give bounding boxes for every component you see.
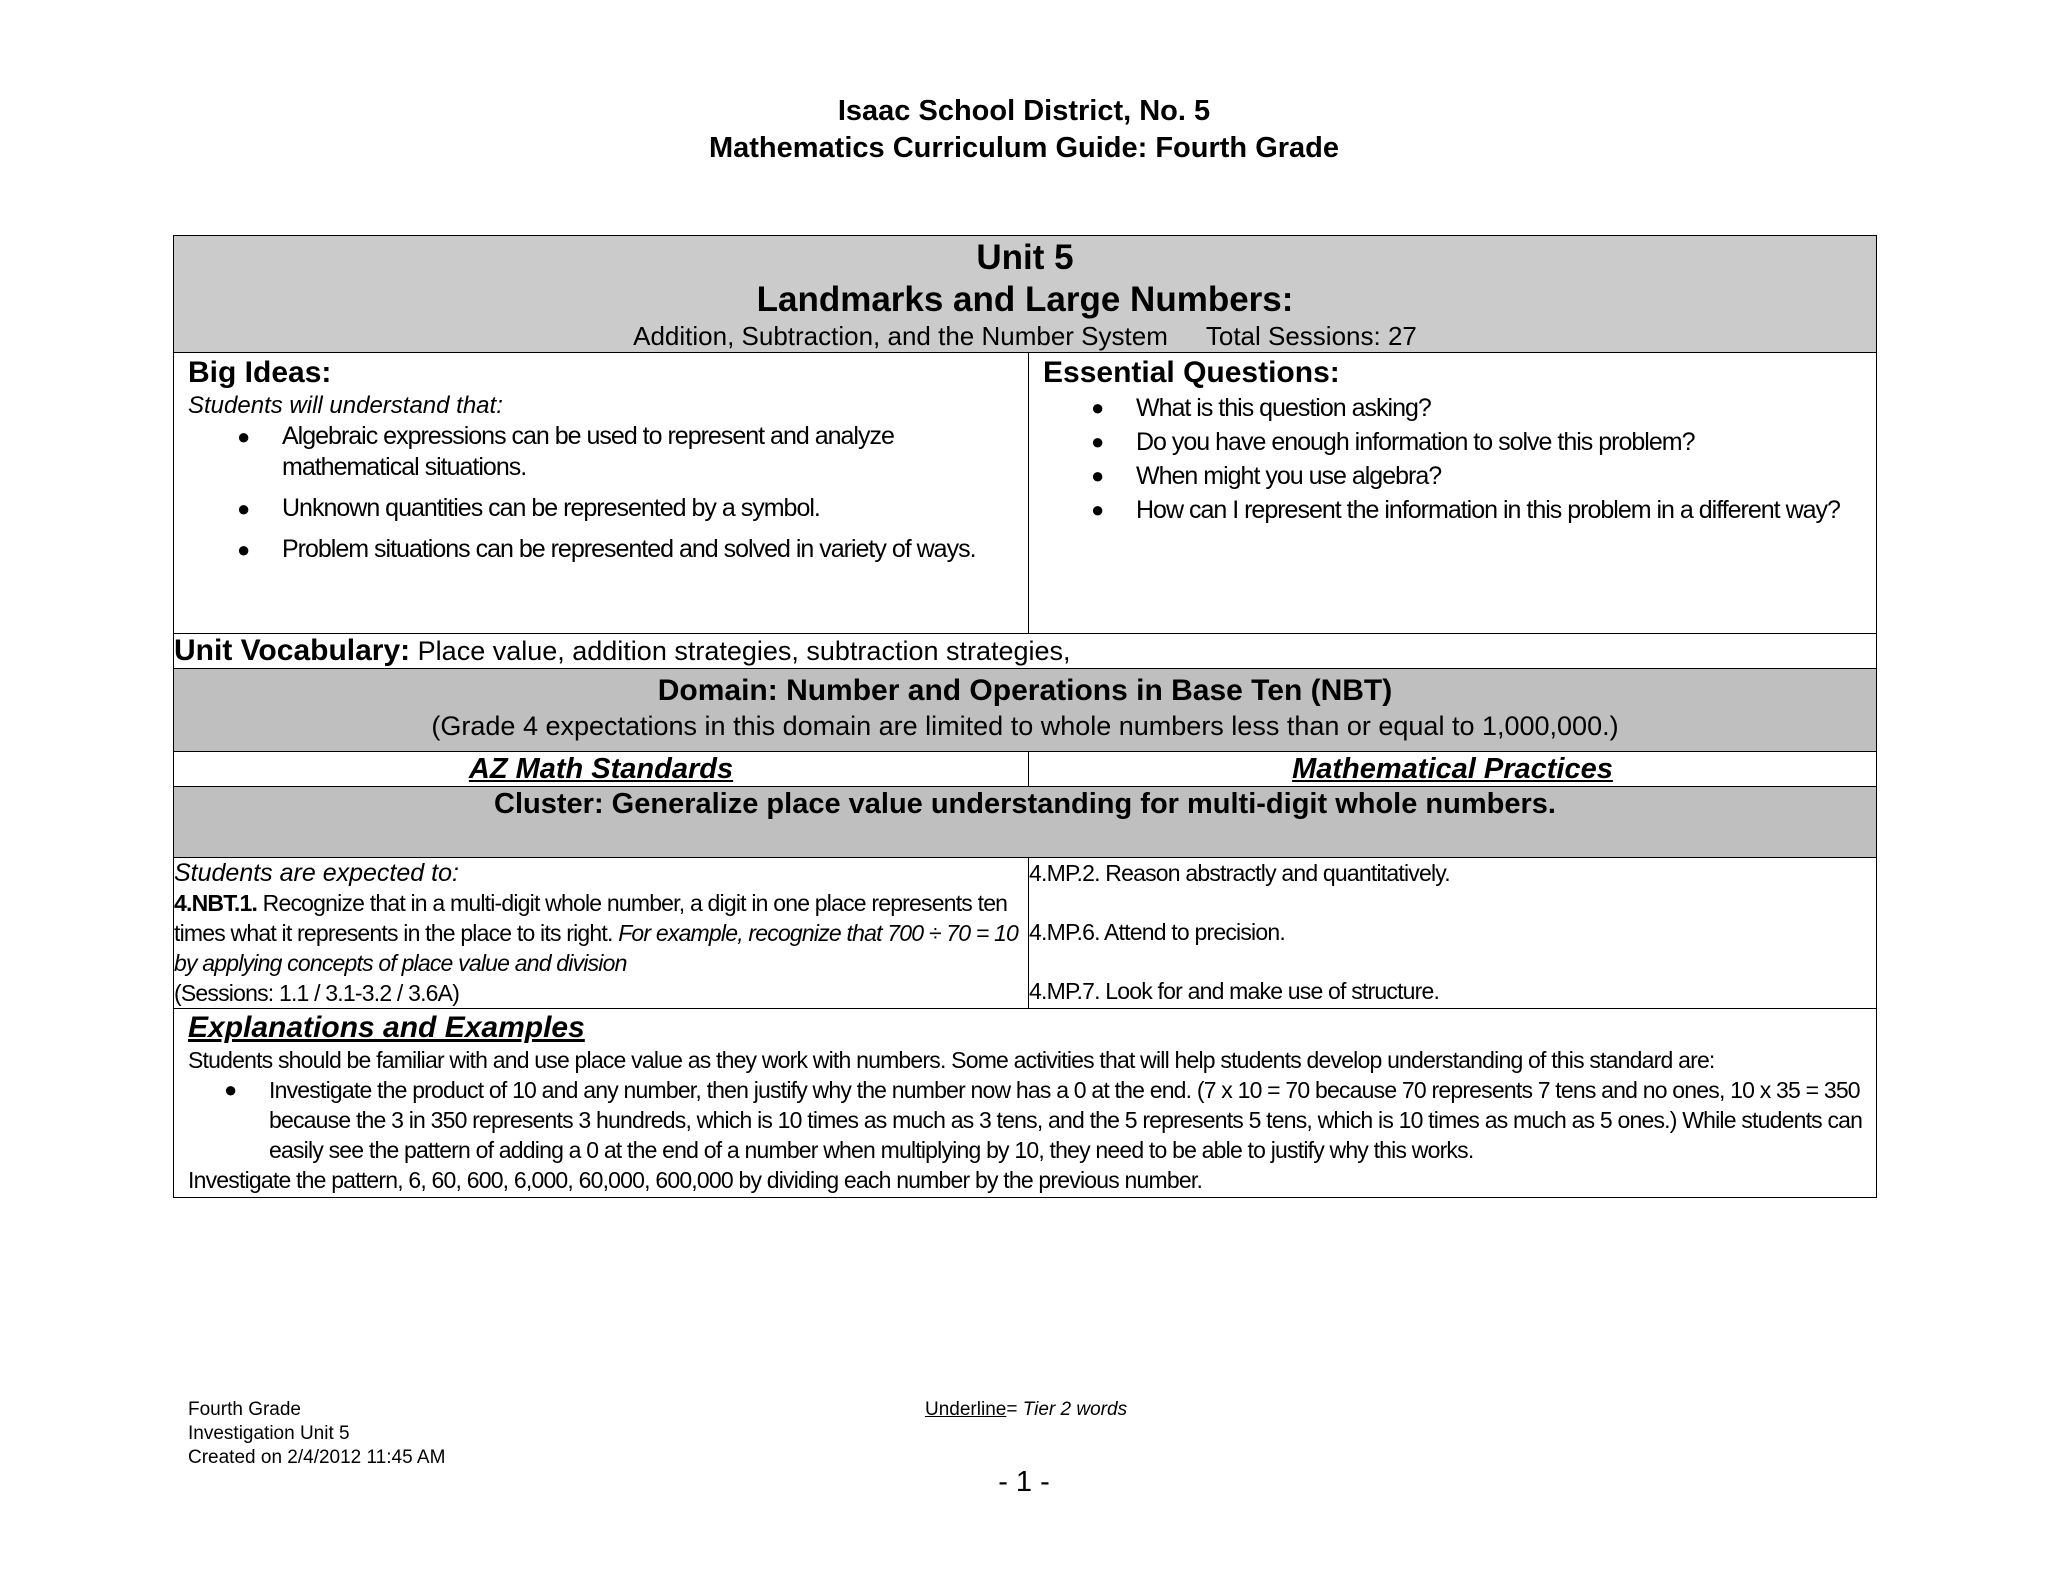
- list-item: ● Investigate the product of 10 and any number, then justify why the number now has a 0 at the end. (7 x 10 = 70 because 70 represents 7 tens and no ones, 10 x 35 = 350 because the 3 in 350 represents 3 hundreds, which is 10 times as much as 3 tens, and the 5 represents 5 tens, which is 10 times as much as 5 ones.) While students can easily see the pattern of adding a 0 at the end of a number when multiplying by 10, they need to be able to justify why this works.: [224, 1077, 1863, 1163]
- practice-item: 4.MP.6. Attend to precision.: [1029, 919, 1285, 945]
- list-item: ● What is this question asking?: [1029, 391, 1876, 425]
- practice-code: 4.MP.2: [1029, 860, 1095, 886]
- standard-lead: Students are expected to:: [174, 859, 459, 887]
- math-practices-heading: Mathematical Practices: [1029, 752, 1877, 787]
- unit-header-cell: [174, 236, 1877, 353]
- big-ideas-lead: Students will understand that:: [188, 392, 503, 419]
- domain-subtitle: (Grade 4 expectations in this domain are limited to whole numbers less than or equal to 1,000,000.): [431, 711, 1619, 741]
- footer-unit: Investigation Unit 5: [188, 1423, 350, 1444]
- unit-subtitle-line: [174, 320, 1876, 352]
- explanations-cell: [174, 1009, 1877, 1198]
- vocabulary-label: Unit Vocabulary:: [174, 634, 411, 667]
- list-item: ● How can I represent the information in this problem in a different way?: [1029, 493, 1876, 527]
- bullet-icon: ●: [1091, 395, 1104, 420]
- list-item: ● Unknown quantities can be represented by a symbol.: [237, 494, 820, 522]
- explanations-intro: Students should be familiar with and use place value as they work with numbers. Some activities that will help students develop understanding of this standard are:: [188, 1047, 1715, 1073]
- vocabulary-cell: [174, 634, 1877, 669]
- footer-grade: Fourth Grade: [188, 1399, 301, 1420]
- standard-text: Recognize that in a multi-digit whole number, a digit in one place represents ten times what it represents in the place to its right.: [174, 890, 1008, 946]
- footer-legend: Underline= Tier 2 words: [925, 1399, 1128, 1420]
- explanations-title: Explanations and Examples: [188, 1011, 585, 1044]
- practice-code: 4.MP.6: [1029, 919, 1095, 945]
- practice-item: 4.MP.2. Reason abstractly and quantitatively.: [1029, 860, 1450, 886]
- vocabulary-text: Place value, addition strategies, subtraction strategies,: [417, 636, 1071, 666]
- unit-name: Landmarks and Large Numbers:: [756, 280, 1294, 319]
- practice-item: 4.MP.7. Look for and make use of structure.: [1029, 978, 1440, 1004]
- footer-info: [188, 1398, 445, 1470]
- district-title: Isaac School District, No. 5: [837, 95, 1211, 127]
- essential-questions-list: [1029, 391, 1876, 527]
- bullet-icon: ●: [1091, 429, 1104, 454]
- list-item: ● Algebraic expressions can be used to represent and analyze mathematical situations.: [237, 422, 894, 481]
- standard-sessions: (Sessions: 1.1 / 3.1-3.2 / 3.6A): [174, 980, 460, 1006]
- az-standards-heading: AZ Math Standards: [174, 752, 1029, 787]
- essential-questions-cell: [1029, 353, 1877, 634]
- bullet-icon: ●: [237, 424, 250, 449]
- explanations-tail: Investigate the pattern, 6, 60, 600, 6,000, 60,000, 600,000 by dividing each number by the previous number.: [188, 1167, 1203, 1193]
- domain-cell: [174, 669, 1877, 752]
- domain-title: Domain: Number and Operations in Base Ten (NBT): [657, 674, 1393, 707]
- legend-underline-word: Underline: [925, 1399, 1007, 1420]
- list-item: ● Do you have enough information to solve this problem?: [1029, 425, 1876, 459]
- essential-questions-title: Essential Questions:: [1043, 356, 1340, 389]
- big-ideas-cell: [174, 353, 1029, 634]
- curriculum-table: [173, 235, 1877, 1198]
- standard-text-block: [174, 888, 1028, 978]
- big-ideas-list: [174, 421, 1028, 565]
- practice-code: 4.MP.7: [1029, 978, 1095, 1004]
- list-item: ● When might you use algebra?: [1029, 459, 1876, 493]
- explanations-list: [174, 1075, 1876, 1165]
- bullet-icon: ●: [1091, 497, 1104, 522]
- practices-cell: [1029, 858, 1877, 1009]
- standard-cell: [174, 858, 1029, 1009]
- total-sessions: Total Sessions: 27: [1205, 321, 1417, 351]
- standard-code: 4.NBT.1.: [174, 890, 258, 916]
- bullet-icon: ●: [224, 1077, 237, 1102]
- legend-text: Tier 2 words: [1022, 1399, 1128, 1420]
- bullet-icon: ●: [237, 537, 250, 562]
- guide-title: Mathematics Curriculum Guide: Fourth Grade: [708, 132, 1340, 164]
- page-number: - 1 -: [998, 1466, 1050, 1498]
- unit-number: Unit 5: [976, 238, 1074, 277]
- footer-created: Created on 2/4/2012 11:45 AM: [188, 1447, 446, 1468]
- standard-example: For example, recognize that 700 ÷ 70 = 10 by applying concepts of place value and division: [174, 920, 1019, 976]
- bullet-icon: ●: [237, 496, 250, 521]
- cluster-heading: Cluster: Generalize place value understanding for multi-digit whole numbers.: [174, 787, 1877, 858]
- list-item: ● Problem situations can be represented and solved in variety of ways.: [237, 535, 976, 563]
- bullet-icon: ●: [1091, 463, 1104, 488]
- unit-subtitle: Addition, Subtraction, and the Number System: [633, 321, 1168, 351]
- big-ideas-title: Big Ideas:: [188, 356, 332, 389]
